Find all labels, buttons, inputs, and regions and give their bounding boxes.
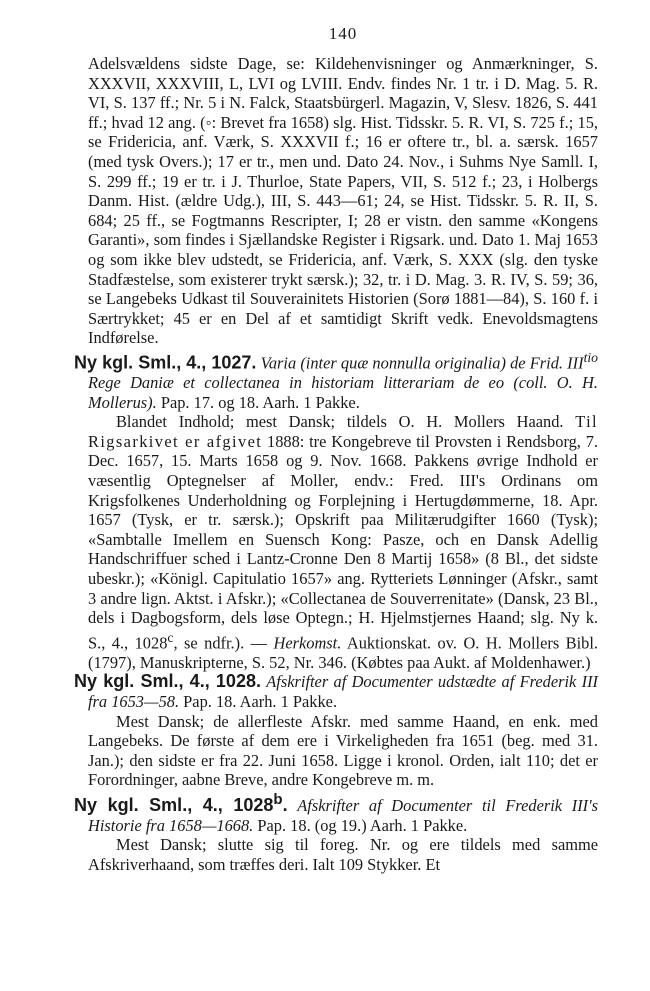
description-text-continued: 1888: tre Kongebreve til Provsten i Rendsborg, 7. Dec. 1657, 15. Marts 1658 og 9. Nov. 1668. Pakkens øvrige Indhold er væsentlig Optegnelser af Moller, endv.: Fred. III's Ordinans om Krigsfolkenes Underholdning og Forplejning i Hertugdømmerne, 18. Apr. 1657 (Tysk, er tr. særsk.); Opskrift paa Militærudgifter 1660 (Tysk); «Sambtalle Imellem en Suensch Kong: Pasze, och en Dansk Adellig Handschriffuer sched i Lantz-Cronne Den 8 Martij 1658» (8 Bl., det sidste ubeskr.); «Königl. Capitulatio 1657» ang. Rytteriets Lønninger (Afskr., samt 3 andre lign. Aktst. i Afskr.); «Collectanea de Souverrenitate» (Dansk, 23 Bl., dels i Dagbogsform, dels løse Optegn.; H. Hjelmstjernes Haand; slg. Ny k. S., 4., 1028 <box>88 431 598 653</box>
entry-title-continued: Rege Daniæ et collectanea in historiam litterariam de eo (coll. O. H. Mollerus). <box>88 372 598 412</box>
entry-material: Pap. 18. (og 19.) Aarh. 1 Pakke. <box>253 815 468 835</box>
entry-title-superscript: tio <box>583 349 598 365</box>
catalog-entry-1028 <box>74 671 599 711</box>
entry-title: Afskrifter af Documenter udstædte af Frederik III fra 1653—58. <box>88 672 599 711</box>
description-superscript: c <box>167 629 174 645</box>
intro-paragraph: Adelsvældens sidste Dage, se: Kildehenvisninger og Anmærkninger, S. XXXVII, XXXVIII, L, LVI og LVIII. Endv. findes Nr. 1 tr. i D. Mag. 5. R. VI, S. 137 ff.; Nr. 5 i N. Falck, Staatsbürgerl. Magazin, V, Slesv. 1826, S. 441 ff.; hvad 12 ang. (◦: Brevet fra 1658) slg. Hist. Tidsskr. 5. R. VI, S. 725 f.; 15, se Fridericia, anf. Værk, S. XXXVII f.; 16 er oftere tr., bl. a. særsk. 1657 (med tysk Overs.); 17 er tr., men und. Dato 24. Nov., i Suhms Nye Samll. I, S. 299 ff.; 19 er tr. i J. Thurloe, State Papers, VII, S. 512 f.; 23, i Holbergs Danm. Hist. (ældre Udg.), III, S. 443—61; 24, se Hist. Tidsskr. 5. R. II, S. 684; 25 ff., se Fogtmanns Rescripter, I; 28 er vistn. den samme «Kongens Garanti», som findes i Sjællandske Register i Rigsark. und. Dato 1. Maj 1653 og som ikke blev udstedt, se Fridericia, anf. Værk, S. XXX (slg. den tyske Stadfæstelse, som existerer trykt særsk.); 32, tr. i D. Mag. 3. R. IV, S. 59; 36, se Langebeks Udkast til Souverainitets Historien (Sorø 1881—84), S. 160 f. i Særtrykket; 45 er en Del af et samtidigt Skrift vedk. Enevoldsmagtens Indførelse. <box>88 54 598 348</box>
entry-title: Afskrifter af Documenter til Frederik III's Historie fra 1658—1668. <box>88 795 598 835</box>
entry-heading-end: . <box>282 794 288 815</box>
description-text-end: , se ndfr.). — <box>173 633 274 653</box>
description-spaced-text: Til Rigsarkivet er afgivet <box>88 412 598 451</box>
herkomst-label: Herkomst. <box>273 633 342 653</box>
catalog-entry-1027 <box>74 348 598 412</box>
catalog-entry-1028b <box>74 790 598 835</box>
entry-description-1027 <box>88 412 598 672</box>
entry-heading-superscript: b <box>273 790 283 808</box>
entry-title: Varia (inter quæ nonnulla originalia) de Frid. III <box>260 353 584 373</box>
description-text: Blandet Indhold; mest Dansk; tildels O. H. Mollers Haand. <box>116 412 576 432</box>
entry-material: Pap. 17. og 18. Aarh. 1 Pakke. <box>156 392 360 412</box>
entry-heading-text: Ny kgl. Sml., 4., 1028 <box>74 794 274 815</box>
entry-material: Pap. 18. Aarh. 1 Pakke. <box>179 691 338 711</box>
entry-heading <box>74 790 288 815</box>
entry-heading: Ny kgl. Sml., 4., 1027. <box>74 352 257 373</box>
page-number: 140 <box>328 24 358 43</box>
entry-heading: Ny kgl. Sml., 4., 1028. <box>74 671 261 692</box>
herkomst-text: Auktionskat. ov. O. H. Mollers Bibl. (1797), Manuskripterne, S. 52, Nr. 346. (Købtes paa Aukt. af Moldenhawer.) <box>88 633 598 672</box>
entry-description-1028: Mest Dansk; de allerfleste Afskr. med samme Haand, en enk. med Langebeks. De første af dem ere i Virkeligheden fra 1651 (beg. med 31. Jan.); den sidste er fra 22. Juni 1658. Ligge i kronol. Orden, ialt 110; det er Forordninger, aabne Breve, andre Kongebreve m. m. <box>88 711 598 790</box>
entry-description-1028b: Mest Dansk; slutte sig til foreg. Nr. og ere tildels med samme Afskriverhaand, som træffes deri. Ialt 109 Stykker. Et <box>88 835 598 874</box>
